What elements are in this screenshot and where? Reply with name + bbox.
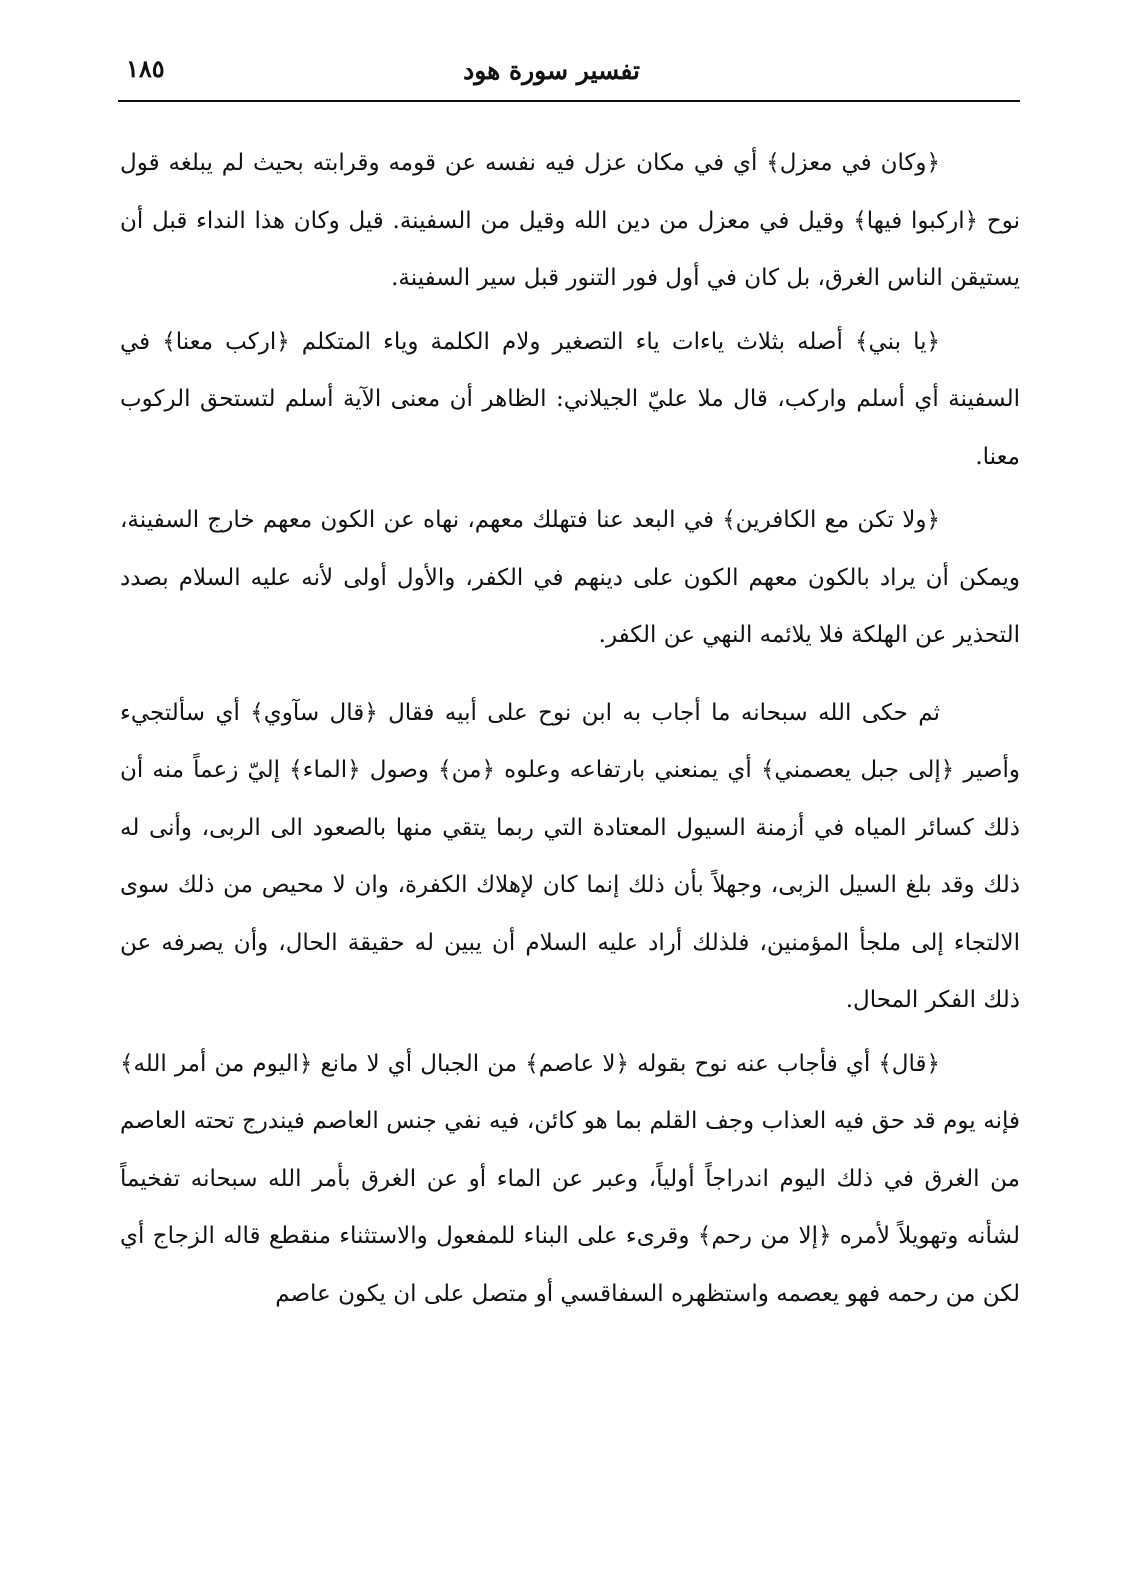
page-body [120, 135, 1020, 1323]
paragraph-2: ﴿يا بني﴾ أصله بثلاث ياءات ياء التصغير ولام الكلمة وياء المتكلم ﴿اركب معنا﴾ في السفينة أي أسلم واركب، قال ملا عليّ الجيلاني: الظاهر أن معنى الآية أسلم لتستحق الركوب معنا. [120, 328, 1020, 470]
paragraph-3: ﴿ولا تكن مع الكافرين﴾ في البعد عنا فتهلك معهم، نهاه عن الكون معهم خارج السفينة، ويمكن أن يراد بالكون معهم الكون على دينهم في الكفر، والأول أولى لأنه عليه السلام بصدد التحذير عن الهلكة فلا يلائمه النهي عن الكفر. [120, 507, 1020, 648]
page-header [118, 50, 1020, 102]
running-title: تفسير سورة هود [463, 56, 640, 85]
paragraph-5: ﴿قال﴾ أي فأجاب عنه نوح بقوله ﴿لا عاصم﴾ من الجبال أي لا مانع ﴿اليوم من أمر الله﴾ فإنه يوم قد حق فيه العذاب وجف القلم بما هو كائن، فيه نفي جنس العاصم فيندرج تحته العاصم من الغرق في ذلك اليوم اندراجاً أولياً، وعبر عن الماء أو عن الغرق بأمر الله سبحانه تفخيماً لشأنه وتهويلاً لأمره ﴿إلا من رحم﴾ وقرىء على البناء للمفعول والاستثناء منقطع قاله الزجاج أي لكن من رحمه فهو يعصمه واستظهره السفاقسي أو متصل على ان يكون عاصم [120, 1050, 1020, 1307]
header-rule [118, 100, 1020, 102]
page-number: ١٨٥ [126, 54, 165, 83]
paragraph-4: ثم حكى الله سبحانه ما أجاب به ابن نوح على أبيه فقال ﴿قال سآوي﴾ أي سألتجيء وأصير ﴿إلى جبل يعصمني﴾ أي يمنعني بارتفاعه وعلوه ﴿من﴾ وصول ﴿الماء﴾ إليّ زعماً منه أن ذلك كسائر المياه في أزمنة السيول المعتادة التي ربما يتقي منها بالصعود الى الربى، وأنى له ذلك وقد بلغ السيل الزبى، وجهلاً بأن ذلك إنما كان لإهلاك الكفرة، وان لا محيص من ذلك سوى الالتجاء إلى ملجأ المؤمنين، فلذلك أراد عليه السلام أن يبين له حقيقة الحال، وأن يصرفه عن ذلك الفكر المحال. [120, 699, 1020, 1013]
paragraph-1: ﴿وكان في معزل﴾ أي في مكان عزل فيه نفسه عن قومه وقرابته بحيث لم يبلغه قول نوح ﴿اركبوا فيها﴾ وقيل في معزل من دين الله وقيل من السفينة. قيل وكان هذا النداء قبل أن يستيقن الناس الغرق، بل كان في أول فور التنور قبل سير السفينة. [120, 150, 1020, 291]
